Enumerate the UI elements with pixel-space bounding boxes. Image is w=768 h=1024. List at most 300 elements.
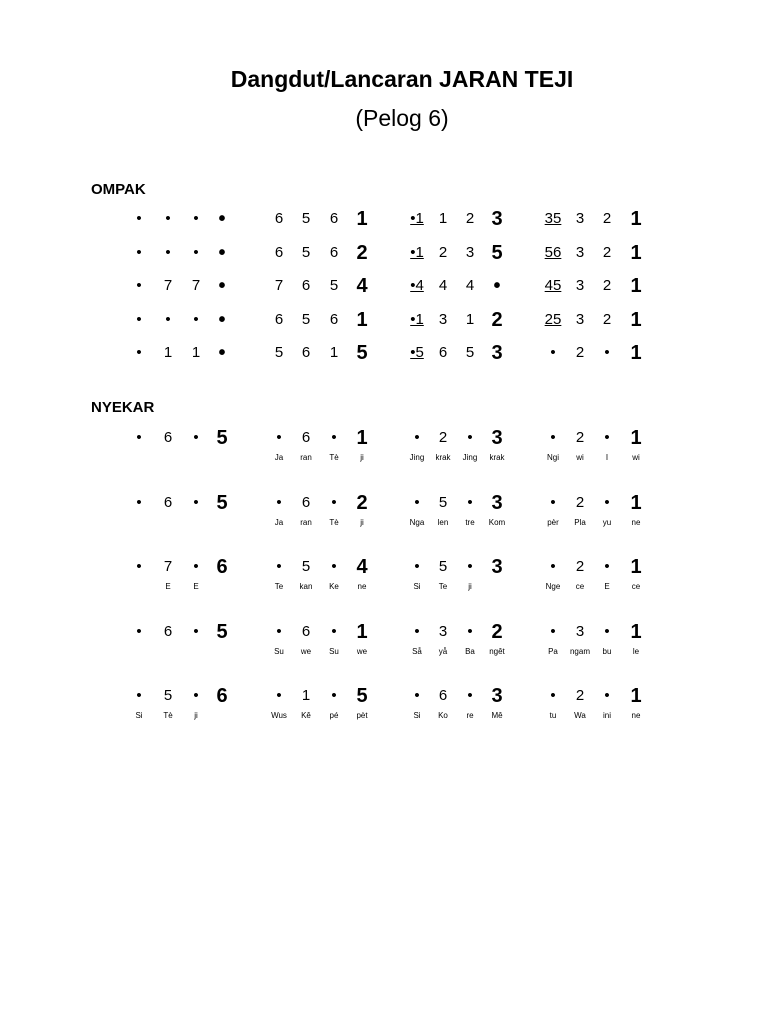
note-value: •: [604, 344, 610, 361]
note-value: •5: [410, 344, 424, 361]
note-cell: [538, 426, 568, 450]
note-value: 2: [491, 621, 503, 643]
lyric-syllable: Ngi: [546, 453, 559, 462]
note-cell: [592, 308, 622, 332]
lyric-syllable: Te: [274, 582, 284, 591]
note-value: 1: [630, 492, 642, 514]
note-cell: [264, 241, 294, 265]
note-cell: [482, 684, 512, 708]
note-value: 1: [630, 556, 642, 578]
lyric-syllable: Ba: [465, 647, 475, 656]
note-value: 5: [491, 242, 503, 264]
note-cell: [153, 207, 183, 231]
note-value: 6: [163, 623, 173, 640]
note-cell: [153, 341, 183, 365]
note-cell: [538, 274, 568, 298]
note-value: 1: [329, 344, 339, 361]
lyric-syllable: yu: [602, 518, 612, 527]
note-value: 3: [575, 277, 585, 294]
note-value: 6: [301, 494, 311, 511]
nyekar-row: [0, 555, 768, 579]
note-value: 7: [163, 277, 173, 294]
note-value: •: [414, 429, 420, 446]
note-value: •1: [410, 210, 424, 227]
note-cell: [482, 241, 512, 265]
note-value: •: [276, 623, 282, 640]
note-cell: [455, 491, 485, 515]
lyric-syllable: ran: [300, 518, 312, 527]
note-cell: [319, 684, 349, 708]
note-cell: [319, 207, 349, 231]
ompak-row: [0, 241, 768, 265]
note-value: 1: [630, 427, 642, 449]
note-cell: [291, 207, 321, 231]
nyekar-row: [0, 620, 768, 644]
note-cell: [455, 241, 485, 265]
note-cell: [482, 274, 512, 298]
note-value: •: [218, 208, 226, 230]
note-value: •: [331, 687, 337, 704]
note-value: •: [604, 623, 610, 640]
note-value: 2: [602, 210, 612, 227]
note-value: 1: [191, 344, 201, 361]
note-value: 1: [301, 687, 311, 704]
note-cell: [207, 491, 237, 515]
lyric-syllable: Kê: [301, 711, 311, 720]
note-value: 35: [544, 210, 562, 227]
lyric-syllable: Ja: [274, 518, 284, 527]
lyric-syllable: Si: [413, 711, 421, 720]
note-cell: [428, 274, 458, 298]
lyric-syllable: ji: [360, 453, 364, 462]
note-value: •: [165, 244, 171, 261]
note-value: 6: [274, 244, 284, 261]
lyric-syllable: pé: [329, 711, 339, 720]
note-cell: [207, 620, 237, 644]
note-cell: [455, 274, 485, 298]
note-value: •: [218, 275, 226, 297]
note-value: 4: [356, 275, 368, 297]
note-value: •: [193, 623, 199, 640]
note-value: 2: [575, 344, 585, 361]
note-value: •1: [410, 244, 424, 261]
lyric-syllable: wi: [632, 453, 640, 462]
lyric-syllable: Nge: [545, 582, 561, 591]
note-cell: [264, 684, 294, 708]
note-cell: [347, 241, 377, 265]
note-value: •: [467, 558, 473, 575]
note-cell: [264, 555, 294, 579]
note-cell: [207, 308, 237, 332]
lyric-syllable: tu: [549, 711, 557, 720]
note-cell: [482, 341, 512, 365]
note-cell: [455, 684, 485, 708]
lyric-syllable: ji: [194, 711, 198, 720]
lyric-syllable: ji: [360, 518, 364, 527]
note-value: 6: [329, 244, 339, 261]
note-value: •: [604, 429, 610, 446]
note-cell: [455, 555, 485, 579]
note-cell: [153, 274, 183, 298]
note-cell: [428, 620, 458, 644]
note-cell: [428, 207, 458, 231]
note-value: 2: [491, 309, 503, 331]
note-cell: [319, 491, 349, 515]
note-value: •1: [410, 311, 424, 328]
note-value: •: [136, 623, 142, 640]
lyric-syllable: E: [604, 582, 610, 591]
note-value: •: [193, 210, 199, 227]
note-value: •: [331, 558, 337, 575]
note-cell: [455, 620, 485, 644]
note-cell: [207, 426, 237, 450]
lyric-syllable: ne: [357, 582, 367, 591]
note-cell: [124, 241, 154, 265]
note-cell: [538, 308, 568, 332]
lyric-syllable: Så: [412, 647, 422, 656]
note-cell: [347, 684, 377, 708]
note-value: •: [193, 311, 199, 328]
note-cell: [538, 207, 568, 231]
note-cell: [124, 491, 154, 515]
note-cell: [455, 207, 485, 231]
note-cell: [565, 274, 595, 298]
lyric-syllable: yå: [438, 647, 448, 656]
note-cell: [592, 684, 622, 708]
note-value: 1: [630, 342, 642, 364]
lyric-syllable: ce: [631, 582, 641, 591]
note-value: •: [136, 210, 142, 227]
note-value: •: [331, 494, 337, 511]
note-cell: [455, 341, 485, 365]
note-cell: [592, 241, 622, 265]
note-cell: [153, 308, 183, 332]
note-value: 2: [602, 311, 612, 328]
note-value: 1: [630, 208, 642, 230]
note-cell: [592, 274, 622, 298]
note-cell: [291, 620, 321, 644]
note-value: 1: [163, 344, 173, 361]
note-cell: [455, 426, 485, 450]
note-cell: [347, 207, 377, 231]
note-value: 2: [438, 244, 448, 261]
note-value: •: [414, 558, 420, 575]
lyric-syllable: kan: [299, 582, 313, 591]
note-cell: [621, 308, 651, 332]
lyric-syllable: le: [632, 647, 640, 656]
note-cell: [153, 491, 183, 515]
section-heading-nyekar: NYEKAR: [91, 399, 155, 416]
note-value: •: [467, 687, 473, 704]
note-value: •: [550, 623, 556, 640]
note-value: 3: [438, 623, 448, 640]
note-cell: [347, 274, 377, 298]
note-cell: [428, 308, 458, 332]
note-value: 2: [356, 242, 368, 264]
note-value: 45: [544, 277, 562, 294]
note-value: •: [467, 623, 473, 640]
note-cell: [207, 684, 237, 708]
note-cell: [124, 555, 154, 579]
note-cell: [621, 341, 651, 365]
lyric-row: [0, 646, 768, 658]
note-cell: [565, 684, 595, 708]
note-value: 2: [602, 277, 612, 294]
note-value: •: [331, 429, 337, 446]
ompak-row: [0, 341, 768, 365]
note-cell: [124, 341, 154, 365]
note-cell: [565, 207, 595, 231]
lyric-syllable: Si: [135, 711, 143, 720]
note-cell: [538, 684, 568, 708]
note-value: 1: [465, 311, 475, 328]
note-cell: [291, 341, 321, 365]
note-value: •: [136, 687, 142, 704]
note-value: 3: [575, 311, 585, 328]
note-cell: [621, 274, 651, 298]
note-value: 1: [630, 621, 642, 643]
note-cell: [592, 426, 622, 450]
page-title: Dangdut/Lancaran JARAN TEJI: [230, 66, 574, 92]
lyric-syllable: ce: [575, 582, 585, 591]
lyric-syllable: Pa: [548, 647, 558, 656]
note-cell: [264, 308, 294, 332]
note-cell: [207, 341, 237, 365]
note-value: 6: [329, 210, 339, 227]
note-value: •: [136, 244, 142, 261]
note-value: •: [193, 244, 199, 261]
note-cell: [428, 491, 458, 515]
lyric-syllable: bu: [602, 647, 612, 656]
note-value: •: [165, 210, 171, 227]
note-value: •: [493, 275, 501, 297]
note-value: 56: [544, 244, 562, 261]
note-cell: [291, 426, 321, 450]
note-cell: [264, 491, 294, 515]
note-value: 2: [438, 429, 448, 446]
note-value: •: [550, 429, 556, 446]
note-value: 6: [301, 344, 311, 361]
note-value: •: [165, 311, 171, 328]
note-cell: [565, 241, 595, 265]
note-value: •: [218, 242, 226, 264]
note-cell: [592, 341, 622, 365]
note-cell: [565, 555, 595, 579]
note-value: •: [136, 311, 142, 328]
note-value: •: [136, 344, 142, 361]
note-value: 2: [575, 558, 585, 575]
lyric-syllable: ran: [300, 453, 312, 462]
lyric-syllable: Ja: [274, 453, 284, 462]
note-value: 3: [491, 685, 503, 707]
note-cell: [319, 341, 349, 365]
lyric-row: [0, 710, 768, 722]
lyric-syllable: ne: [631, 711, 641, 720]
note-cell: [207, 555, 237, 579]
note-value: 2: [575, 687, 585, 704]
note-cell: [124, 207, 154, 231]
note-value: 1: [630, 275, 642, 297]
note-value: •: [604, 558, 610, 575]
note-cell: [538, 491, 568, 515]
note-cell: [428, 426, 458, 450]
note-cell: [264, 426, 294, 450]
lyric-syllable: wi: [576, 453, 584, 462]
note-cell: [291, 308, 321, 332]
note-value: 6: [274, 210, 284, 227]
note-value: •: [276, 558, 282, 575]
note-value: •: [414, 687, 420, 704]
note-value: 5: [438, 558, 448, 575]
note-cell: [482, 555, 512, 579]
lyric-syllable: ngêt: [489, 647, 505, 656]
note-value: •: [218, 342, 226, 364]
note-cell: [621, 684, 651, 708]
note-cell: [124, 620, 154, 644]
note-cell: [455, 308, 485, 332]
note-cell: [291, 491, 321, 515]
lyric-syllable: tre: [465, 518, 475, 527]
note-cell: [482, 207, 512, 231]
note-value: •: [193, 494, 199, 511]
lyric-syllable: krak: [435, 453, 451, 462]
note-cell: [621, 207, 651, 231]
note-value: •: [276, 494, 282, 511]
note-cell: [153, 620, 183, 644]
note-cell: [565, 426, 595, 450]
note-cell: [565, 308, 595, 332]
note-cell: [538, 555, 568, 579]
lyric-syllable: E: [165, 582, 171, 591]
lyric-syllable: krak: [489, 453, 505, 462]
note-value: 5: [465, 344, 475, 361]
note-value: 7: [191, 277, 201, 294]
note-cell: [482, 491, 512, 515]
page-subtitle: (Pelog 6): [355, 105, 449, 131]
lyric-syllable: len: [437, 518, 449, 527]
nyekar-row: [0, 426, 768, 450]
lyric-row: [0, 452, 768, 464]
note-value: •: [550, 344, 556, 361]
note-value: 7: [163, 558, 173, 575]
lyric-syllable: ji: [468, 582, 472, 591]
lyric-syllable: Jing: [462, 453, 478, 462]
note-value: 3: [491, 427, 503, 449]
note-value: •: [467, 429, 473, 446]
note-value: 3: [465, 244, 475, 261]
lyric-syllable: we: [300, 647, 312, 656]
note-cell: [207, 241, 237, 265]
note-cell: [153, 426, 183, 450]
note-value: 5: [301, 558, 311, 575]
lyric-syllable: E: [193, 582, 199, 591]
note-value: 6: [438, 344, 448, 361]
note-cell: [124, 308, 154, 332]
note-cell: [347, 620, 377, 644]
note-value: 6: [329, 311, 339, 328]
note-value: 1: [356, 208, 368, 230]
note-value: 2: [602, 244, 612, 261]
lyric-syllable: we: [356, 647, 368, 656]
note-cell: [319, 426, 349, 450]
lyric-syllable: Su: [274, 647, 284, 656]
note-value: 5: [438, 494, 448, 511]
note-value: •: [550, 558, 556, 575]
note-value: 7: [274, 277, 284, 294]
note-value: •: [414, 494, 420, 511]
note-cell: [153, 241, 183, 265]
nyekar-row: [0, 684, 768, 708]
note-value: 5: [216, 492, 228, 514]
note-value: 6: [438, 687, 448, 704]
note-value: 6: [301, 277, 311, 294]
note-value: 5: [301, 244, 311, 261]
note-value: 5: [356, 342, 368, 364]
note-value: 4: [465, 277, 475, 294]
note-value: 2: [465, 210, 475, 227]
note-value: •: [193, 429, 199, 446]
note-cell: [264, 274, 294, 298]
note-cell: [565, 491, 595, 515]
note-cell: [482, 308, 512, 332]
note-value: •: [604, 494, 610, 511]
note-value: 5: [329, 277, 339, 294]
lyric-syllable: Mê: [491, 711, 503, 720]
note-value: •: [467, 494, 473, 511]
note-cell: [482, 426, 512, 450]
note-cell: [319, 241, 349, 265]
note-cell: [291, 274, 321, 298]
note-cell: [621, 491, 651, 515]
lyric-syllable: Si: [413, 582, 421, 591]
lyric-syllable: Nga: [409, 518, 425, 527]
note-value: •: [193, 687, 199, 704]
note-value: 4: [438, 277, 448, 294]
lyric-syllable: ngam: [569, 647, 590, 656]
note-value: 5: [216, 427, 228, 449]
note-value: 6: [274, 311, 284, 328]
note-cell: [124, 274, 154, 298]
note-value: •4: [410, 277, 424, 294]
note-value: 25: [544, 311, 562, 328]
note-cell: [538, 341, 568, 365]
note-value: •: [276, 429, 282, 446]
note-cell: [347, 426, 377, 450]
ompak-row: [0, 308, 768, 332]
note-value: 5: [274, 344, 284, 361]
note-cell: [538, 241, 568, 265]
note-value: 6: [163, 429, 173, 446]
lyric-syllable: Tè: [163, 711, 173, 720]
note-value: 1: [630, 309, 642, 331]
ompak-row: [0, 207, 768, 231]
lyric-syllable: ini: [602, 711, 611, 720]
lyric-syllable: Wus: [271, 711, 287, 720]
lyric-syllable: Tè: [329, 518, 339, 527]
note-cell: [592, 491, 622, 515]
note-value: 1: [438, 210, 448, 227]
note-cell: [319, 274, 349, 298]
ompak-row: [0, 274, 768, 298]
note-cell: [428, 241, 458, 265]
note-value: •: [414, 623, 420, 640]
note-value: 4: [356, 556, 368, 578]
lyric-syllable: re: [466, 711, 474, 720]
note-value: 5: [301, 311, 311, 328]
note-cell: [482, 620, 512, 644]
section-heading-ompak: OMPAK: [91, 181, 146, 198]
note-cell: [153, 555, 183, 579]
